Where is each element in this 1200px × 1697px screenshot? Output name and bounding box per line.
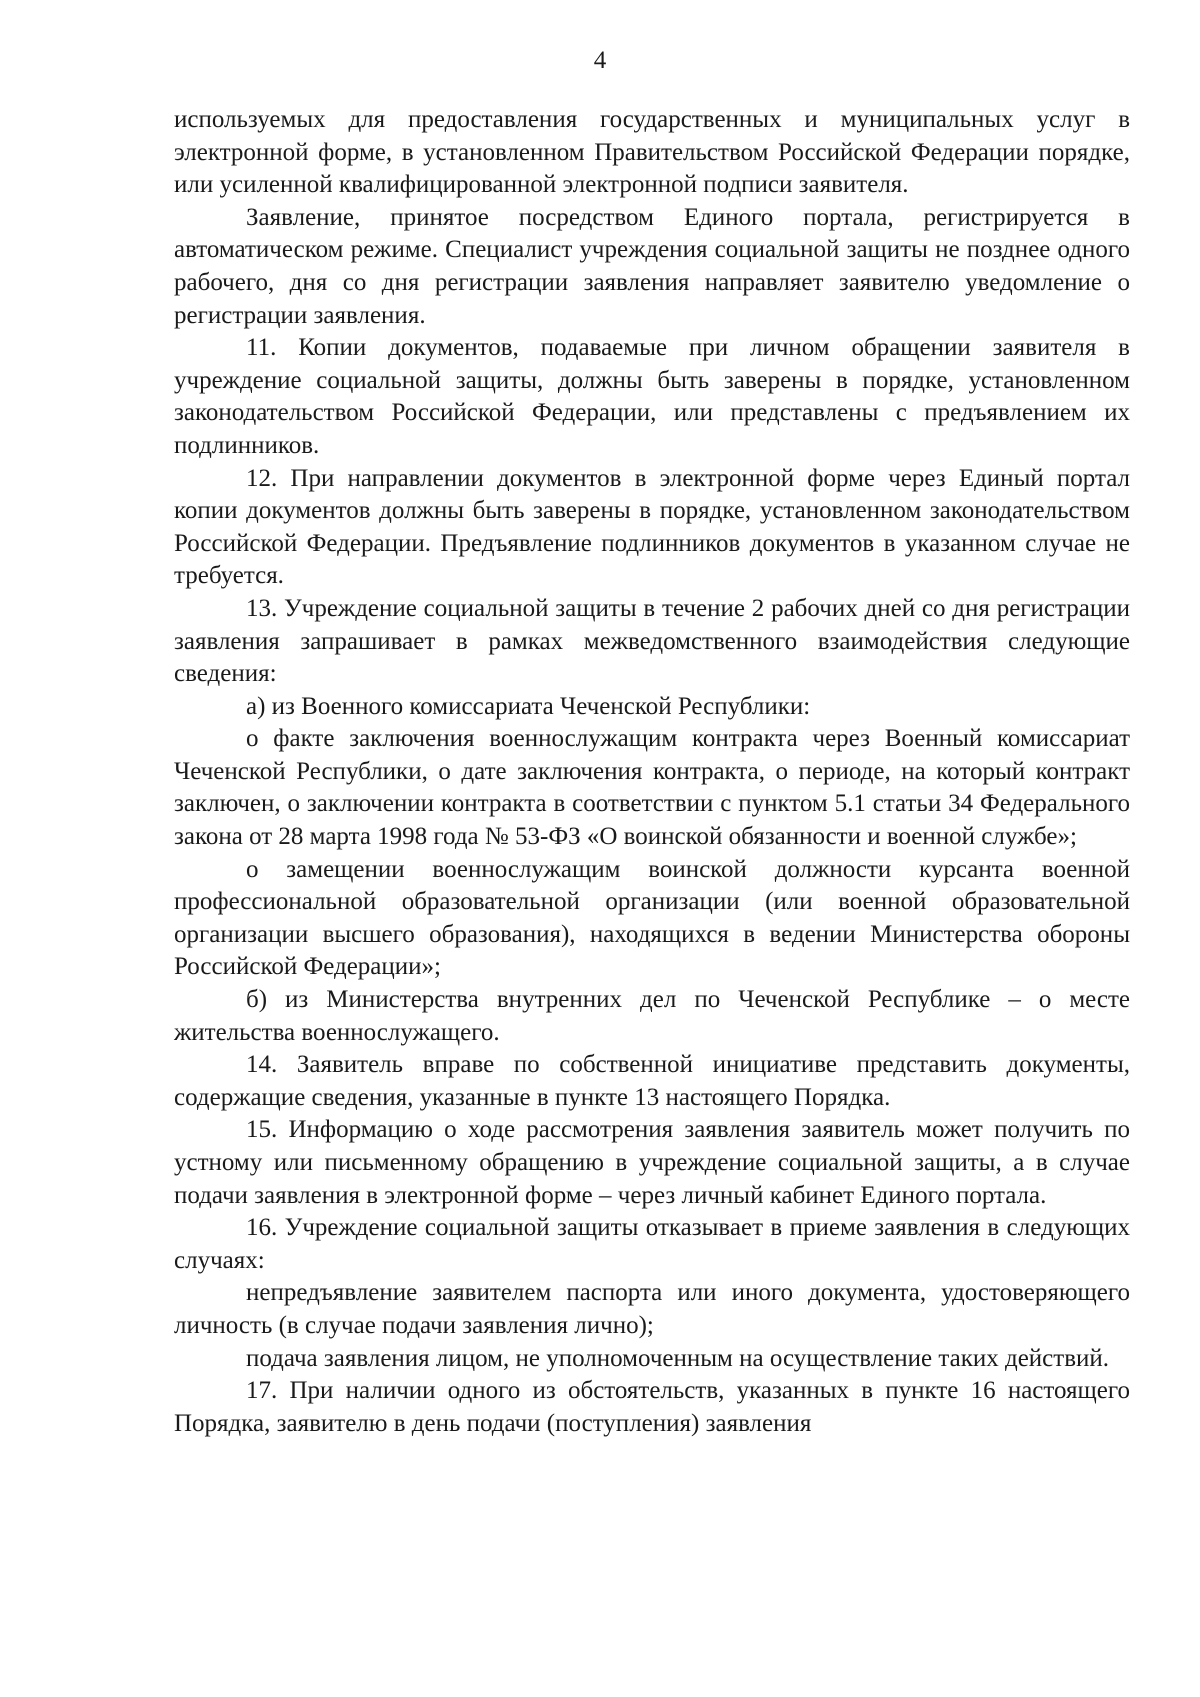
paragraph-13: 13. Учреждение социальной защиты в течение 2 рабочих дней со дня регистрации заявления запрашивает в рамках межведомственного взаимодействия следующие сведения: [174,594,1130,688]
paragraph-13a: а) из Военного комиссариата Чеченской Республики: [246,692,811,720]
paragraph-13a-cadet: о замещении военнослужащим воинской должности курсанта военной профессиональной образовательной организации (или военной образовательной организации высшего образования), находящихся в ведении Министерства обороны Российской Федерации»; [174,855,1130,981]
page-number: 4 [593,47,607,74]
paragraph-13b: б) из Министерства внутренних дел по Чеченской Республике – о месте жительства военнослужащего. [174,986,1130,1046]
paragraph-12: 12. При направлении документов в электронной форме через Единый портал копии документов должны быть заверены в порядке, установленном законодательством Российской Федерации. Предъявление подлинников документов в указанном случае не требуется. [174,464,1130,590]
paragraph-17: 17. При наличии одного из обстоятельств, указанных в пункте 16 настоящего Порядка, заявителю в день подачи (поступления) заявления [174,1377,1130,1437]
paragraph-16: 16. Учреждение социальной защиты отказывает в приеме заявления в следующих случаях: [174,1214,1130,1274]
paragraph-14: 14. Заявитель вправе по собственной инициативе представить документы, содержащие сведения, указанные в пункте 13 настоящего Порядка. [174,1051,1130,1111]
document-body [174,104,1130,1440]
paragraph-13a-contract: о факте заключения военнослужащим контракта через Военный комиссариат Чеченской Республики, о дате заключения контракта, о периоде, на который контракт заключен, о заключении контракта в соответствии с пунктом 5.1 статьи 34 Федерального закона от 28 марта 1998 года № 53-ФЗ «О воинской обязанности и военной службе»; [174,725,1130,851]
paragraph-continuation: используемых для предоставления государственных и муниципальных услуг в электронной форме, в установленном Правительством Российской Федерации порядке, или усиленной квалифицированной электронной подписи заявителя. [174,106,1130,199]
paragraph-16-unauthorized: подача заявления лицом, не уполномоченным на осуществление таких действий. [246,1344,1110,1372]
paragraph-16-no-passport: непредъявление заявителем паспорта или иного документа, удостоверяющего личность (в случае подачи заявления лично); [174,1279,1130,1339]
paragraph-registration: Заявление, принятое посредством Единого портала, регистрируется в автоматическом режиме. Специалист учреждения социальной защиты не позднее одного рабочего, дня со дня регистрации заявления направляет заявителю уведомление о регистрации заявления. [174,203,1130,329]
paragraph-15: 15. Информацию о ходе рассмотрения заявления заявитель может получить по устному или письменному обращению в учреждение социальной защиты, а в случае подачи заявления в электронной форме – через личный кабинет Единого портала. [174,1116,1130,1209]
paragraph-11: 11. Копии документов, подаваемые при личном обращении заявителя в учреждение социальной защиты, должны быть заверены в порядке, установленном законодательством Российской Федерации, или представлены с предъявлением их подлинников. [174,334,1130,459]
